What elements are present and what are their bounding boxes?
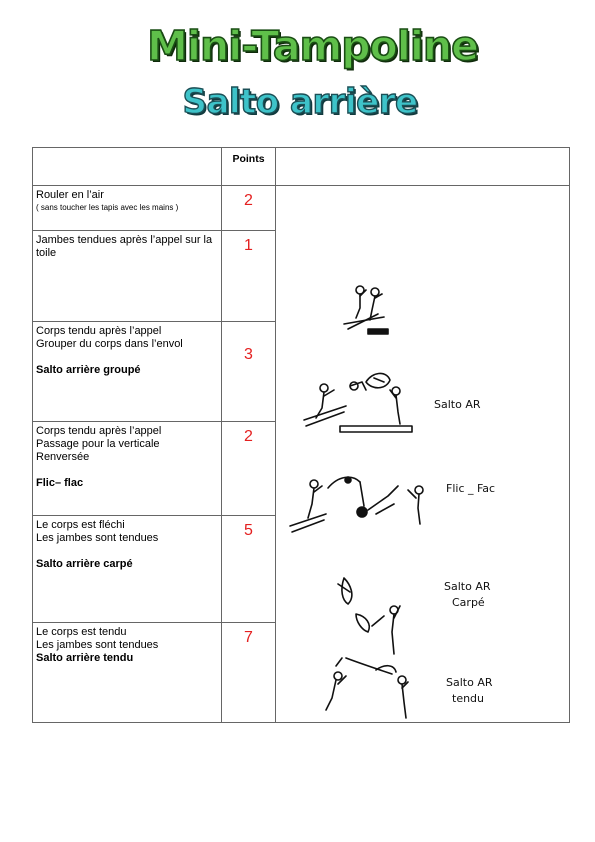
gymnast-sketches <box>276 186 570 724</box>
row-description <box>33 422 222 516</box>
label-salto-groupe: Salto AR <box>434 398 481 411</box>
row-line: Renversée <box>36 451 90 463</box>
row-technique: Salto arrière carpé <box>36 558 133 570</box>
row-line: Corps tendu après l’appel <box>36 425 162 437</box>
row-line: Jambes tendues après l’appel sur la toile <box>36 234 213 259</box>
row-technique: Salto arrière tendu <box>36 652 134 664</box>
row-points: 1 <box>222 231 276 322</box>
label-tendu-1: Salto AR <box>446 676 493 689</box>
row-description <box>33 516 222 623</box>
sketch-salto-tendu <box>326 658 408 718</box>
table-header-row <box>33 148 570 186</box>
row-line: Les jambes sont tendues <box>36 639 159 651</box>
row-description <box>33 231 222 322</box>
scoring-table <box>32 147 570 723</box>
sketch-salto-carpe <box>338 578 400 654</box>
label-carpe-1: Salto AR <box>444 580 491 593</box>
header-illustration <box>276 148 570 186</box>
row-line: Rouler en l’air <box>36 189 104 201</box>
row-line: Corps tendu après l’appel <box>36 325 162 337</box>
label-carpe-2: Carpé <box>452 596 485 609</box>
label-tendu-2: tendu <box>452 692 485 705</box>
table-row <box>33 186 570 231</box>
page-subtitle: Salto arrière <box>182 82 418 122</box>
row-description <box>33 186 222 231</box>
header-description <box>33 148 222 186</box>
label-flic-flac: Flic _ Fac <box>446 482 496 495</box>
page-title: Mini-Tampoline <box>147 22 478 70</box>
row-description <box>33 322 222 422</box>
row-description <box>33 623 222 723</box>
header-points: Points <box>222 148 276 186</box>
row-technique: Salto arrière groupé <box>36 364 141 376</box>
illustrations-cell <box>276 186 570 723</box>
sketch-jambes-tendues <box>344 286 388 334</box>
row-points: 3 <box>222 322 276 422</box>
row-line: Le corps est fléchi <box>36 519 125 531</box>
row-points: 2 <box>222 186 276 231</box>
row-line: Passage pour la verticale <box>36 438 160 450</box>
row-technique: Flic– flac <box>36 477 84 489</box>
row-points: 7 <box>222 623 276 723</box>
row-line: Les jambes sont tendues <box>36 532 159 544</box>
sketch-salto-groupe <box>304 373 412 432</box>
row-line: Le corps est tendu <box>36 626 127 638</box>
row-points: 2 <box>222 422 276 516</box>
row-line: Grouper du corps dans l’envol <box>36 338 183 350</box>
row-note: ( sans toucher les tapis avec les mains ) <box>36 203 179 212</box>
sketch-flic-flac <box>290 477 423 532</box>
row-points: 5 <box>222 516 276 623</box>
